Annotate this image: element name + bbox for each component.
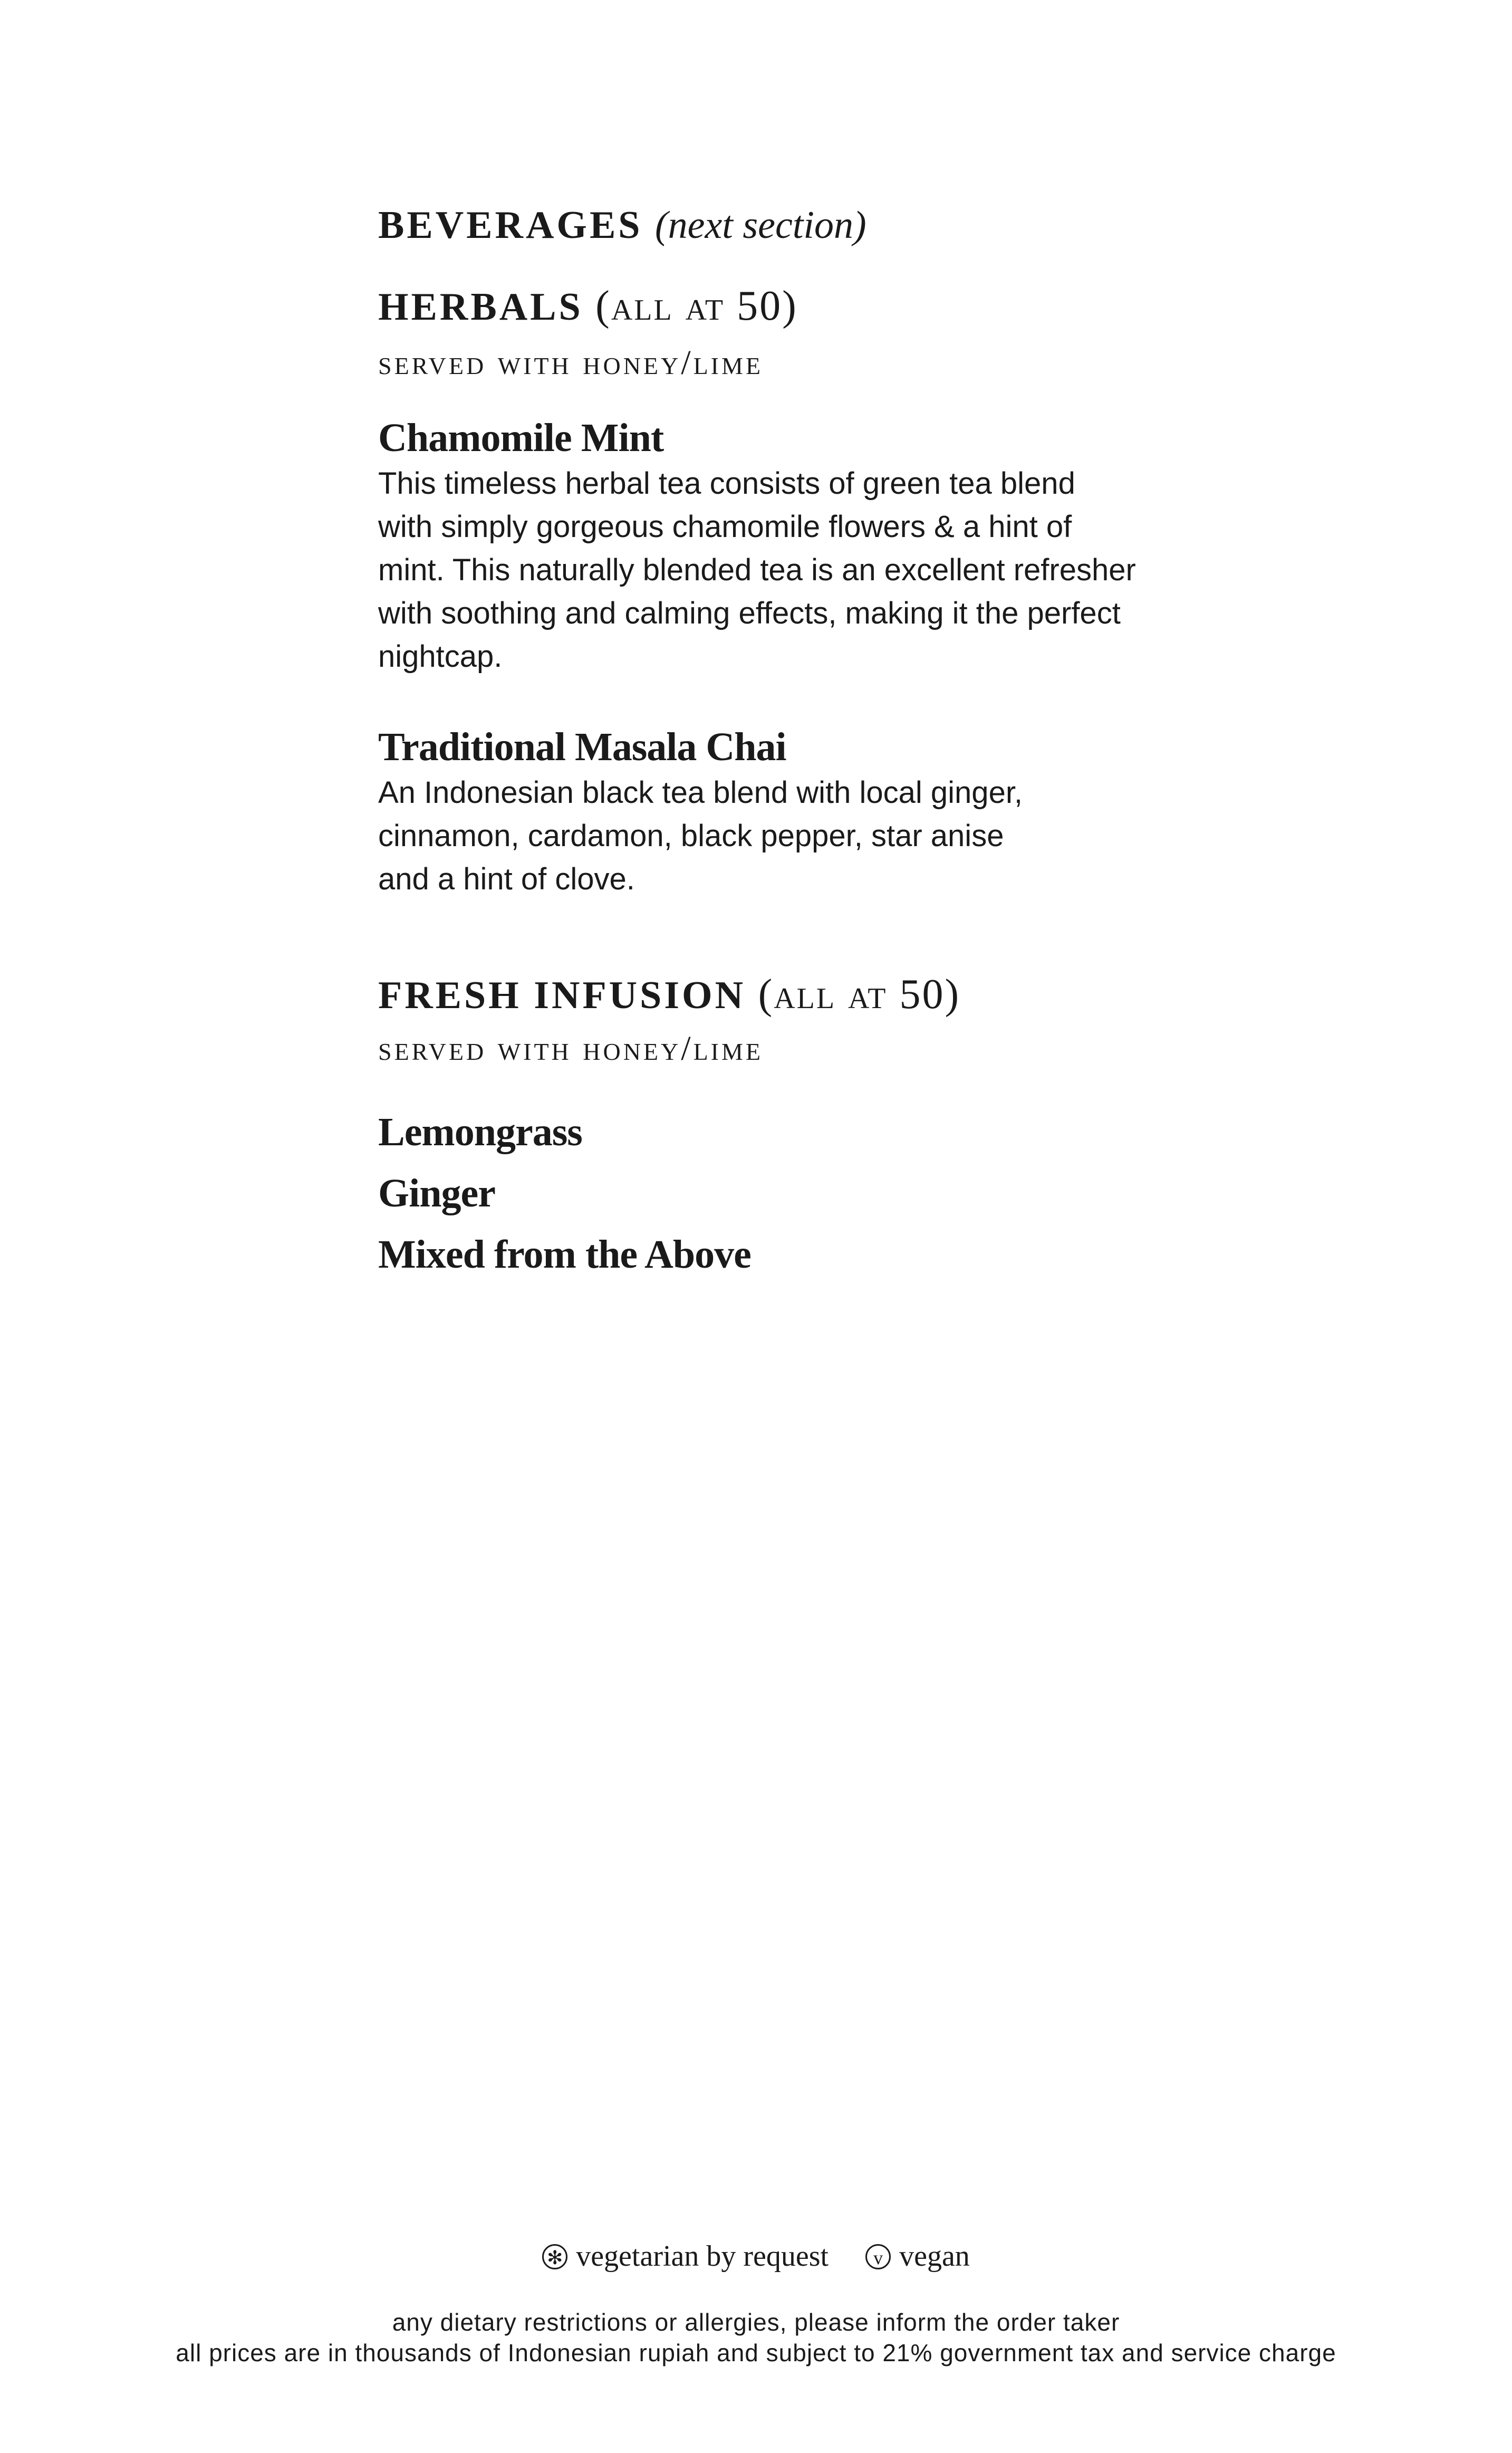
item-name-lemongrass: Lemongrass <box>378 1110 582 1154</box>
item-description-chamomile-mint <box>378 462 1201 678</box>
description-line: cinnamon, cardamon, black pepper, star anise <box>378 819 1004 853</box>
description-line: with simply gorgeous chamomile flowers & a hint of <box>378 510 1072 544</box>
description-line: This timeless herbal tea consists of green tea blend <box>378 466 1075 501</box>
beverages-heading <box>378 206 866 245</box>
description-line: nightcap. <box>378 639 503 674</box>
fresh-infusion-served: served with honey/lime <box>378 1029 764 1068</box>
beverages-title: BEVERAGES <box>378 204 643 247</box>
description-line: mint. This naturally blended tea is an excellent refresher <box>378 553 1136 587</box>
description-line: and a hint of clove. <box>378 862 635 896</box>
vegetarian-asterisk-icon: ✻ <box>542 2244 567 2269</box>
footer-price-note: all prices are in thousands of Indonesian rupiah and subject to 21% government tax and service charge <box>176 2339 1336 2366</box>
item-name-mixed-from-the-above: Mixed from the Above <box>378 1232 751 1277</box>
description-line: with soothing and calming effects, making it the perfect <box>378 596 1121 630</box>
herbals-served: served with honey/lime <box>378 343 764 382</box>
item-description-traditional-masala-chai <box>378 771 1201 901</box>
fresh-infusion-heading <box>378 971 961 1018</box>
dietary-legend <box>0 2238 1512 2275</box>
vegan-label: vegan <box>899 2240 970 2273</box>
herbals-price: (all at 50) <box>595 283 798 329</box>
footer-allergy-note: any dietary restrictions or allergies, please inform the order taker <box>392 2308 1120 2336</box>
vegan-v-icon: v <box>865 2244 891 2269</box>
vegetarian-label: vegetarian by request <box>576 2240 829 2273</box>
description-line: An Indonesian black tea blend with local ginger, <box>378 775 1023 810</box>
item-name-ginger: Ginger <box>378 1171 495 1215</box>
fresh-infusion-price: (all at 50) <box>758 971 961 1018</box>
fresh-infusion-title: FRESH INFUSION <box>378 974 746 1017</box>
herbals-heading <box>378 285 798 327</box>
item-name-chamomile-mint: Chamomile Mint <box>378 416 664 460</box>
herbals-title: HERBALS <box>378 285 583 329</box>
item-name-traditional-masala-chai: Traditional Masala Chai <box>378 725 786 769</box>
beverages-note: (next section) <box>654 204 866 247</box>
